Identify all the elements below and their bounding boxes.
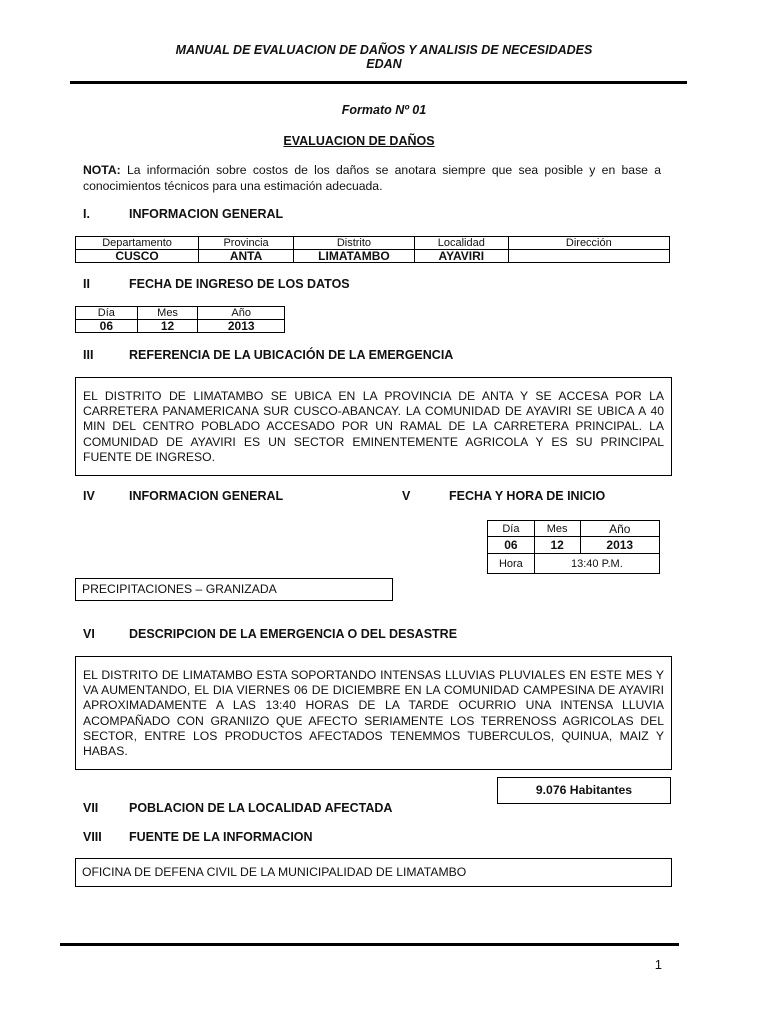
value-dia: 06 [76,320,138,333]
value-departamento: CUSCO [76,250,199,263]
section-4-number: IV [83,489,95,503]
information-source-box [75,858,672,887]
note-text: La información sobre costos de los daños se anotara siempre que sea posible y en base a conocimientos técnicos para una estimación adecuada. [83,163,661,193]
document-title: MANUAL DE EVALUACION DE DAÑOS Y ANALISIS DE NECESIDADES [175,43,593,57]
section-3-number: III [83,348,94,362]
hour-value: 13:40 P.M. [534,554,659,574]
information-source-text: OFICINA DE DEFENA CIVIL DE LA MUNICIPALIDAD DE LIMATAMBO [82,865,467,879]
section-7-number: VII [83,801,99,815]
header-direccion: Dirección [508,237,669,250]
section-4-title: INFORMACION GENERAL [129,489,284,503]
event-type-text: PRECIPITACIONES – GRANIZADA [82,582,277,596]
entry-date-table [75,306,285,333]
header-distrito: Distrito [293,237,414,250]
header-dia: Día [76,307,138,320]
section-2-title: FECHA DE INGRESO DE LOS DATOS [129,277,350,291]
header-departamento: Departamento [76,237,199,250]
value-ano: 2013 [198,320,285,333]
header-rule [70,81,687,84]
section-8-title: FUENTE DE LA INFORMACION [129,830,313,844]
value-localidad: AYAVIRI [414,250,508,263]
header-dia: Día [488,521,535,537]
value-mes: 12 [534,537,580,554]
section-1-title: INFORMACION GENERAL [129,207,284,221]
section-5-number: V [402,489,411,503]
location-reference-text: EL DISTRITO DE LIMATAMBO SE UBICA EN LA PROVINCIA DE ANTA Y SE ACCESA POR LA CARRETERA PANAMERICANA SUR CUSCO-ABANCAY. LA COMUNIDAD DE AYAVIRI SE UBICA A 40 MIN DEL CENTRO POBLADO ACCESADO POR UN RAMAL DE LA CARRETERA PRINCIPAL. LA COMUNIDAD DE AYAVIRI ES UN SECTOR EMINENTEMENTE AGRICOLA Y ES SU PRINCIPAL FUENTE DE INGRESO. [83,389,664,464]
section-8-number: VIII [83,830,102,844]
header-ano: Año [198,307,285,320]
section-6-number: VI [83,627,95,641]
section-2-number: II [83,277,90,291]
value-distrito: LIMATAMBO [293,250,414,263]
event-type-box [75,578,393,601]
note-paragraph [83,163,661,194]
hour-label: Hora [488,554,535,574]
section-5-title: FECHA Y HORA DE INICIO [449,489,606,503]
value-provincia: ANTA [199,250,294,263]
population-box [497,777,671,804]
value-direccion [508,250,669,263]
format-label: Formato Nº 01 [341,103,427,117]
section-3-title: REFERENCIA DE LA UBICACIÓN DE LA EMERGENCIA [129,348,454,362]
emergency-description-box [75,656,672,770]
value-ano: 2013 [580,537,659,554]
header-mes: Mes [137,307,198,320]
section-7-title: POBLACION DE LA LOCALIDAD AFECTADA [129,801,393,815]
header-provincia: Provincia [199,237,294,250]
population-value: 9.076 Habitantes [535,783,633,797]
header-localidad: Localidad [414,237,508,250]
footer-rule [60,943,679,946]
document-subtitle: EDAN [366,57,402,71]
note-label: NOTA: [83,163,121,177]
start-date-table [487,520,660,574]
value-mes: 12 [137,320,198,333]
form-title: EVALUACION DE DAÑOS [283,134,435,148]
page-number: 1 [654,957,662,972]
section-1-number: I. [83,207,90,221]
header-mes: Mes [534,521,580,537]
section-6-title: DESCRIPCION DE LA EMERGENCIA O DEL DESASTRE [129,627,458,641]
header-ano: Año [580,521,659,537]
value-dia: 06 [488,537,535,554]
emergency-description-text: EL DISTRITO DE LIMATAMBO ESTA SOPORTANDO INTENSAS LLUVIAS PLUVIALES EN ESTE MES Y VA AUMENTANDO, EL DIA VIERNES 06 DE DICIEMBRE EN LA COMUNIDAD CAMPESINA DE AYAVIRI APROXIMADAMENTE A LAS 13:40 HORAS DE LA TARDE OCURRIO UNA INTENSA LLUVIA ACOMPAÑADO CON GRANIIZO QUE AFECTO SERIAMENTE LOS TERRENOSS AGRICOLAS DEL SECTOR, ENTRE LOS PRODUCTOS AFECTADOS TENEMMOS TUBERCULOS, QUINUA, MAIZ Y HABAS. [83,668,664,759]
location-reference-box [75,377,672,476]
general-info-table [75,236,670,263]
